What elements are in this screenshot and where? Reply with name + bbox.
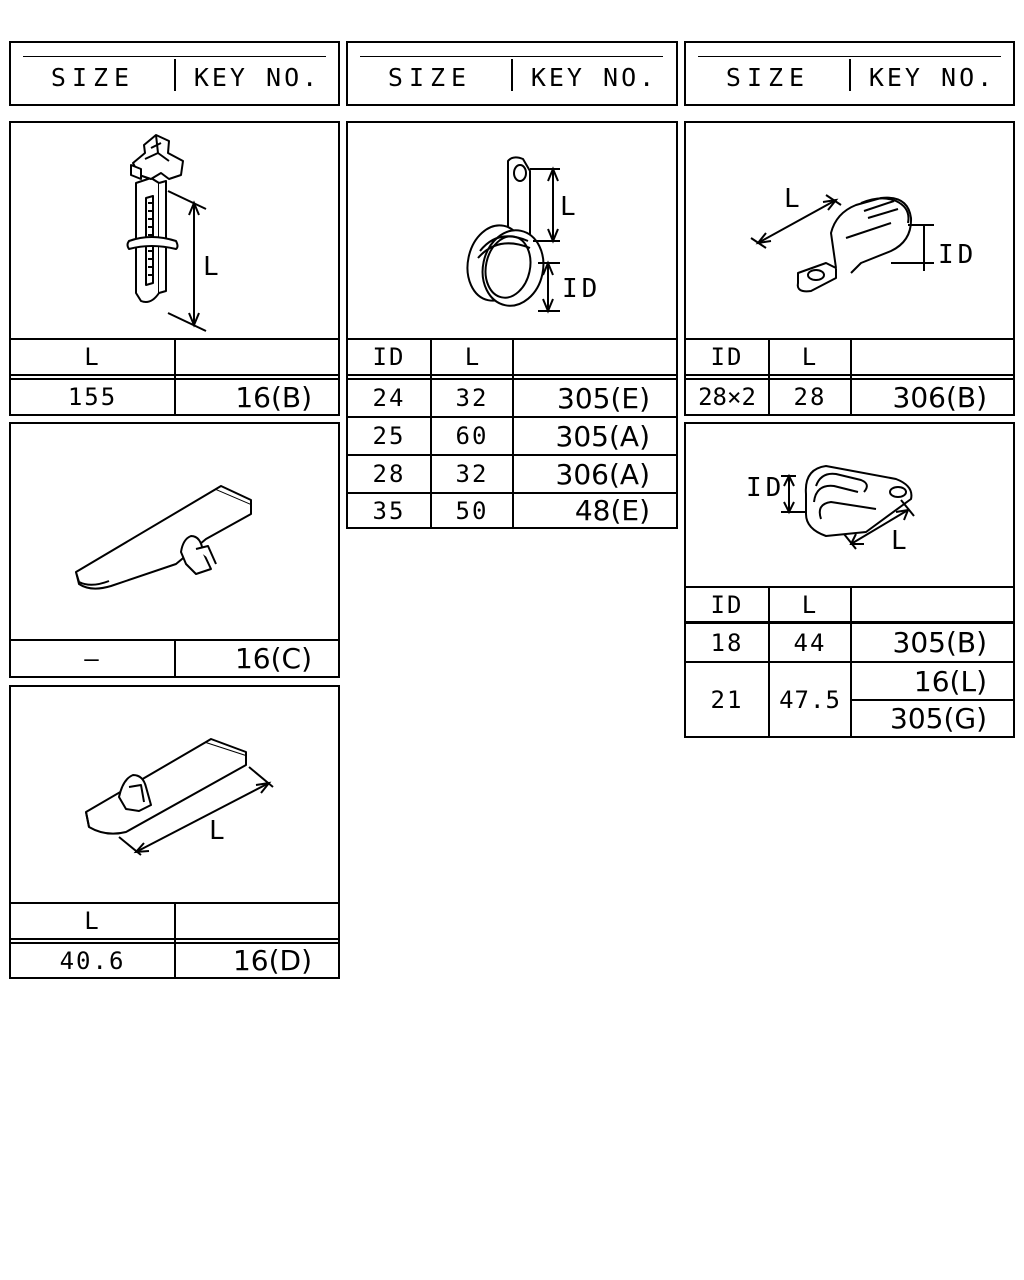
- col-header-id: ID: [710, 590, 744, 619]
- dim-label-l: L: [560, 192, 576, 222]
- cell-key: 305(A): [555, 419, 650, 453]
- header-size-label: SIZE: [387, 62, 473, 92]
- p-clamp-drawing: [686, 424, 1017, 584]
- dim-label-l: L: [784, 184, 800, 214]
- header-key-label: KEY NO.: [868, 62, 996, 92]
- flat-clip-long-drawing: [11, 687, 342, 902]
- cell-id: 28×2: [698, 383, 756, 411]
- col-header-l: L: [464, 343, 482, 371]
- cell-l: 40.6: [59, 946, 126, 975]
- double-clamp-drawing: [686, 123, 1017, 338]
- header-size-label: SIZE: [725, 62, 811, 92]
- header-box-3: [684, 41, 1015, 106]
- cell-key: 16(C): [234, 642, 312, 675]
- cell-l: 47.5: [779, 685, 841, 714]
- panel-clip-40-6: [9, 685, 340, 979]
- flat-clip-drawing: [11, 424, 342, 639]
- cell-key: 16(L): [913, 664, 987, 698]
- cell-id: 28: [372, 460, 406, 488]
- cell-l: 155: [67, 383, 118, 411]
- dim-label-l: L: [203, 252, 219, 282]
- cell-l: 50: [455, 496, 489, 525]
- cell-key: 16(D): [232, 944, 312, 977]
- header-box-2: [346, 41, 678, 106]
- col-header-id: ID: [710, 343, 744, 371]
- cell-id: 24: [372, 384, 406, 412]
- cell-key: 306(B): [892, 380, 987, 414]
- dim-label-id: ID: [938, 240, 978, 270]
- cell-dash: —: [84, 644, 101, 673]
- cell-l: 44: [793, 628, 827, 657]
- push-clip-drawing: [11, 123, 342, 343]
- cell-id: 35: [372, 496, 406, 525]
- cell-key: 16(B): [235, 380, 312, 414]
- cell-l: 28: [793, 383, 827, 411]
- dim-label-id: ID: [746, 473, 786, 503]
- cell-l: 60: [455, 422, 489, 450]
- panel-flat-clip: [9, 422, 340, 678]
- col-header-l: L: [801, 343, 819, 371]
- cell-id: 18: [710, 628, 744, 657]
- loop-clamp-drawing: [348, 123, 680, 338]
- dim-label-l: L: [891, 526, 907, 556]
- cell-id: 25: [372, 422, 406, 450]
- header-key-label: KEY NO.: [193, 62, 321, 92]
- cell-key: 305(G): [890, 702, 987, 735]
- col-header-l: L: [84, 343, 101, 371]
- header-size-label: SIZE: [50, 62, 136, 92]
- dim-label-id: ID: [562, 274, 602, 304]
- cell-key: 305(E): [557, 381, 650, 415]
- cell-key: 305(B): [892, 626, 987, 659]
- cell-key: 48(E): [574, 494, 650, 527]
- panel-loop-clamp: [346, 121, 678, 529]
- cell-l: 32: [455, 460, 489, 488]
- panel-p-clamp: [684, 422, 1015, 738]
- cell-id: 21: [710, 685, 744, 714]
- dim-label-l: L: [209, 816, 225, 846]
- header-box-1: [9, 41, 340, 106]
- cell-l: 32: [455, 384, 489, 412]
- cell-key: 306(A): [555, 457, 650, 491]
- col-header-l: L: [84, 907, 101, 935]
- col-header-l: L: [801, 590, 819, 619]
- panel-clip-155: [9, 121, 340, 416]
- col-header-id: ID: [372, 343, 406, 371]
- header-key-label: KEY NO.: [530, 62, 658, 92]
- panel-double-clamp: [684, 121, 1015, 416]
